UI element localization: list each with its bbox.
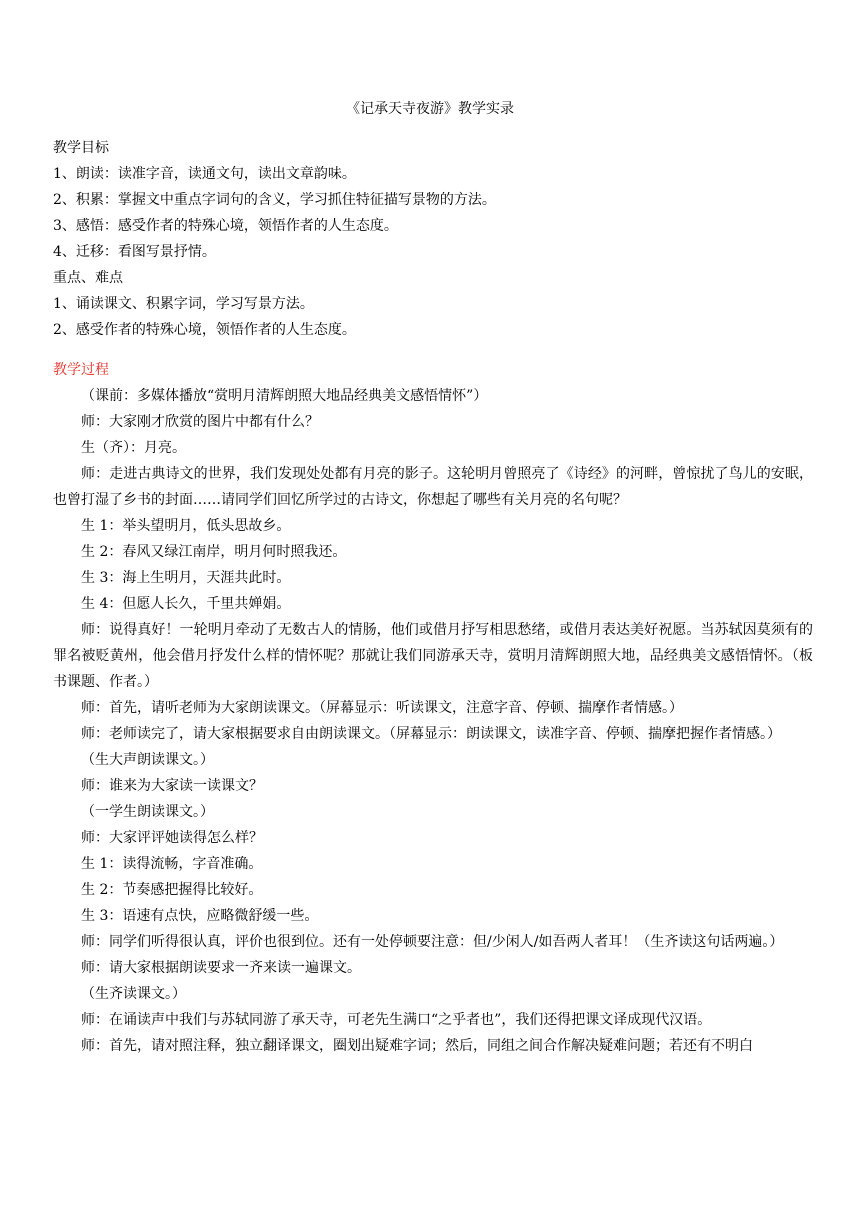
process-section	[53, 357, 813, 1059]
paragraph: 师：大家刚才欣赏的图片中都有什么？	[81, 414, 319, 430]
paragraph: 师：说得真好！一轮明月牵动了无数古人的情肠，他们或借月抒写相思愁绪，或借月表达美好祝愿。当苏轼因莫须有的罪名被贬黄州，他会借月抒发什么样的情怀呢？那就让我们同游承天寺，赏明月清辉朗照大地，品经典美文感悟情怀。（板书课题、作者。）	[53, 622, 813, 690]
key-point-item: 1、诵读课文、积累字词，学习写景方法。	[53, 296, 314, 312]
paragraph: 师：首先，请听老师为大家朗读课文。（屏幕显示：听读课文，注意字音、停顿、揣摩作者情感。）	[81, 700, 683, 716]
paragraph: 师：请大家根据朗读要求一齐来读一遍课文。	[81, 960, 361, 976]
paragraph: 生 1：读得流畅，字音准确。	[81, 856, 263, 872]
key-points-heading: 重点、难点	[53, 270, 123, 286]
document-title: 《记承天寺夜游》教学实录	[346, 101, 514, 117]
objective-item: 2、积累：掌握文中重点字词句的含义，学习抓住特征描写景物的方法。	[53, 192, 496, 208]
paragraph: （课前：多媒体播放“赏明月清辉朗照大地品经典美文感悟情怀”）	[81, 388, 488, 404]
paragraph: 师：走进古典诗文的世界，我们发现处处都有月亮的影子。这轮明月曾照亮了《诗经》的河畔，曾惊扰了鸟儿的安眠，也曾打湿了乡书的封面……请同学们回忆所学过的古诗文，你想起了哪些有关月亮的名句呢？	[53, 466, 813, 508]
paragraph: 师：谁来为大家读一读课文？	[81, 778, 263, 794]
process-heading: 教学过程	[53, 362, 109, 378]
paragraph: （生大声朗读课文。）	[81, 752, 214, 768]
paragraph: （生齐读课文。）	[81, 986, 186, 1002]
objectives-heading: 教学目标	[53, 140, 109, 156]
paragraph: 生 4：但愿人长久，千里共婵娟。	[81, 596, 291, 612]
paragraph: 师：在诵读声中我们与苏轼同游了承天寺，可老先生满口“之乎者也”，我们还得把课文译成现代汉语。	[81, 1012, 712, 1028]
paragraph: （一学生朗读课文。）	[81, 804, 214, 820]
paragraph: 师：同学们听得很认真，评价也很到位。还有一处停顿要注意：但/少闲人/如吾两人者耳！（生齐读这句话两遍。）	[81, 934, 784, 950]
paragraph: 生 2：春风又绿江南岸，明月何时照我还。	[81, 544, 347, 560]
paragraph: 生 1：举头望明月，低头思故乡。	[81, 518, 291, 534]
objectives-section	[53, 135, 813, 343]
paragraph: 生 2：节奏感把握得比较好。	[81, 882, 263, 898]
paragraph: 师：首先，请对照注释，独立翻译课文，圈划出疑难字词；然后，同组之间合作解决疑难问题；若还有不明白	[81, 1038, 753, 1054]
objective-item: 3、感悟：感受作者的特殊心境，领悟作者的人生态度。	[53, 218, 398, 234]
paragraph: 生 3：海上生明月，天涯共此时。	[81, 570, 291, 586]
paragraph: 师：老师读完了，请大家根据要求自由朗读课文。（屏幕显示：朗读课文，读准字音、停顿、揣摩把握作者情感。）	[81, 726, 781, 742]
paragraph: 师：大家评评她读得怎么样？	[81, 830, 263, 846]
objective-item: 4、迁移：看图写景抒情。	[53, 244, 216, 260]
paragraph: 生 3：语速有点快，应略微舒缓一些。	[81, 908, 319, 924]
paragraph: 生（齐）：月亮。	[81, 440, 186, 456]
key-point-item: 2、感受作者的特殊心境，领悟作者的人生态度。	[53, 322, 356, 338]
objective-item: 1、朗读：读准字音，读通文句，读出文章韵味。	[53, 166, 356, 182]
